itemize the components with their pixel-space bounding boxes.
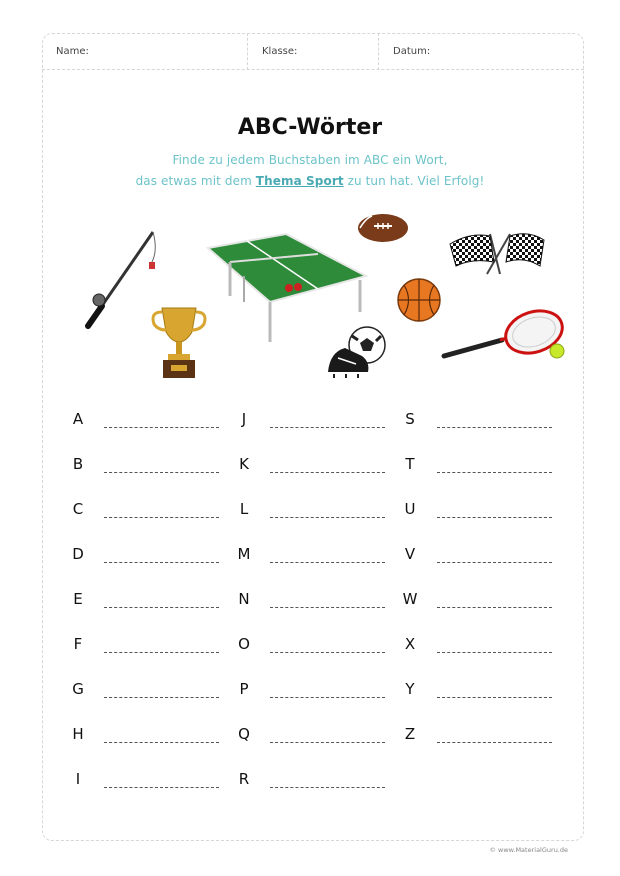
letter-label: H [72,725,84,743]
answer-line[interactable] [437,427,552,428]
answer-line[interactable] [104,742,219,743]
letter-label: F [73,635,83,653]
letter-label: L [239,500,249,518]
letter-label: Y [405,680,415,698]
letter-label: X [404,635,416,653]
ping-pong-table-icon [208,234,366,342]
letter-label: M [237,545,251,563]
tennis-racket-icon [444,304,568,360]
letter-label: O [238,635,250,653]
answer-line[interactable] [270,427,385,428]
answer-line[interactable] [104,652,219,653]
answer-line[interactable] [270,652,385,653]
name-label: Name: [56,46,89,57]
letter-label: N [238,590,250,608]
answer-line[interactable] [437,562,552,563]
datum-label: Datum: [393,46,431,57]
trophy-icon [153,308,205,378]
letter-label: G [72,680,84,698]
letter-label: Q [238,725,250,743]
american-football-icon [358,214,408,242]
answer-line[interactable] [437,652,552,653]
answer-line[interactable] [270,697,385,698]
answer-line[interactable] [437,607,552,608]
instruction-line-1: Finde zu jedem Buchstaben im ABC ein Wort, [172,153,448,167]
letter-label: A [72,410,84,428]
answer-line[interactable] [437,517,552,518]
basketball-icon [398,279,440,321]
answer-line[interactable] [270,562,385,563]
instruction-highlight: Thema Sport [255,174,344,188]
answer-line[interactable] [104,517,219,518]
letter-label: R [238,770,250,788]
answer-line[interactable] [270,742,385,743]
letter-label: U [404,500,416,518]
letter-label: W [402,590,418,608]
letter-label: T [405,455,415,473]
answer-line[interactable] [104,427,219,428]
letter-label: B [72,455,84,473]
letter-label: I [75,770,81,788]
letter-label: Z [404,725,416,743]
letter-label: P [239,680,249,698]
soccer-ball-and-cleat-icon [328,327,385,378]
letter-label: J [241,410,247,428]
answer-line[interactable] [104,697,219,698]
answer-line[interactable] [104,607,219,608]
instruction-suffix: zu tun hat. Viel Erfolg! [347,174,485,188]
checkered-flags-icon [450,234,544,274]
answer-line[interactable] [437,472,552,473]
letter-label: C [72,500,84,518]
sports-illustrations [0,0,620,400]
instruction-prefix: das etwas mit dem [135,174,252,188]
answer-line[interactable] [104,787,219,788]
answer-line[interactable] [437,742,552,743]
answer-line[interactable] [270,472,385,473]
answer-line[interactable] [270,607,385,608]
answer-line[interactable] [104,472,219,473]
page-title: ABC-Wörter [237,115,383,140]
letter-label: D [72,545,84,563]
answer-line[interactable] [437,697,552,698]
klasse-label: Klasse: [262,46,298,57]
letter-label: K [239,455,249,473]
letter-label: V [404,545,416,563]
letter-label: S [405,410,415,428]
fishing-rod-icon [88,232,155,326]
answer-line[interactable] [270,787,385,788]
answer-line[interactable] [270,517,385,518]
answer-line[interactable] [104,562,219,563]
footer-copyright: © www.MaterialGuru.de [489,846,568,854]
letter-label: E [73,590,83,608]
